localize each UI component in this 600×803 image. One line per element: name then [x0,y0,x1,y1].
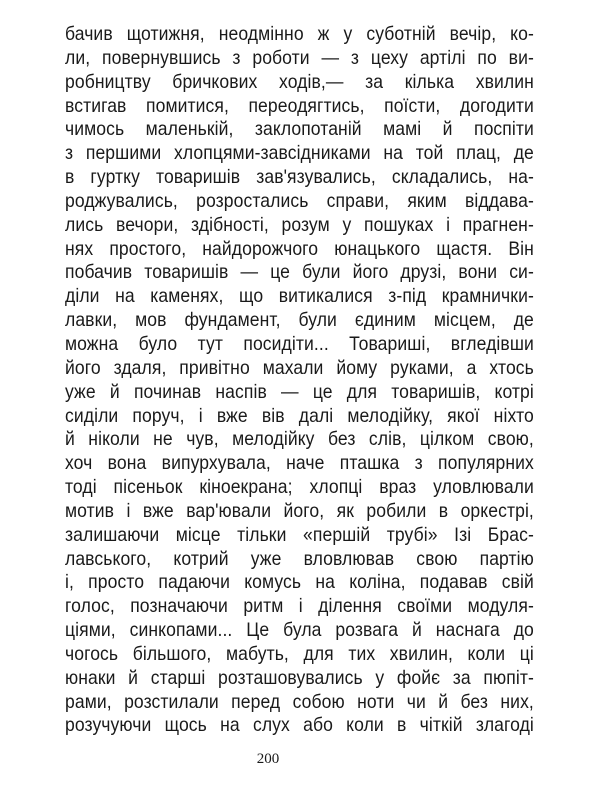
text-line: нях простого, найдорожчого юнацького щастя. Він [65,237,534,260]
text-line: бачив щотижня, неодмінно ж у суботній вечір, ко- [65,23,534,45]
text-line: побачив товаришів — це були його друзі, вони си- [65,261,534,284]
body-text [65,23,534,738]
text-line: з першими хлопцями-завсідниками на той плац, де [65,142,534,165]
text-line: розучуючи щось на слух або коли в чіткій злагоді [65,714,534,737]
text-line: лавки, мов фундамент, були єдиним місцем, де [65,309,534,332]
text-line: сиділи поруч, і вже вів далі мелодійку, якої ніхто [65,404,534,427]
page-number-text: 200 [256,751,280,767]
text-line: тоді пісеньок кіноекрана; хлопці враз уловлювали [65,476,534,499]
text-line: ли, повернувшись з роботи — з цеху артілі по ви- [65,46,534,69]
text-line: залишаючи місце тільки «першій трубі» Ізі Брас- [65,523,534,546]
text-line: встигав помитися, переодягтись, поїсти, догодити [65,94,534,117]
text-line: діли на каменях, що витикалися з-під крамнички- [65,285,534,308]
text-line: чогось більшого, мабуть, для тих хвилин, коли ці [65,642,534,665]
text-line: уже й починав наспів — це для товаришів, котрі [65,380,534,403]
text-line: в гуртку товаришів зав'язувались, складались, на- [65,166,534,189]
text-line: можна було тут посидіти... Товариші, вгледівши [65,332,534,355]
text-line: й ніколи не чув, мелодійку без слів, цілком свою, [65,428,534,451]
text-line: чимось маленькій, заклопотаній мамі й поспіти [65,118,534,141]
text-line: робництву бричкових ходів,— за кілька хвилин [65,70,534,93]
text-line: і, просто падаючи комусь на коліна, подавав свій [65,571,534,594]
text-line: голос, позначаючи ритм і ділення своїми модуля- [65,595,534,618]
text-line: ціями, синкопами... Це була розвага й наснага до [65,619,534,642]
text-line: рами, розстилали перед собою ноти чи й без них, [65,690,534,713]
text-line: юнаки й старші розташовувались у фойє за пюпіт- [65,666,534,689]
page-number [0,751,600,768]
text-line: мотив і вже вар'ювали його, як робили в оркестрі, [65,499,534,522]
text-line: його здаля, привітно махали йому руками, а хтось [65,356,534,379]
text-line: лавського, котрий уже вловлював свою партію [65,547,534,570]
text-line: лись вечори, здібності, розум у пошуках і прагнен- [65,213,534,236]
text-line: роджувались, розростались справи, яким віддава- [65,189,534,212]
text-line: хоч вона випурхувала, наче пташка з популярних [65,452,534,475]
